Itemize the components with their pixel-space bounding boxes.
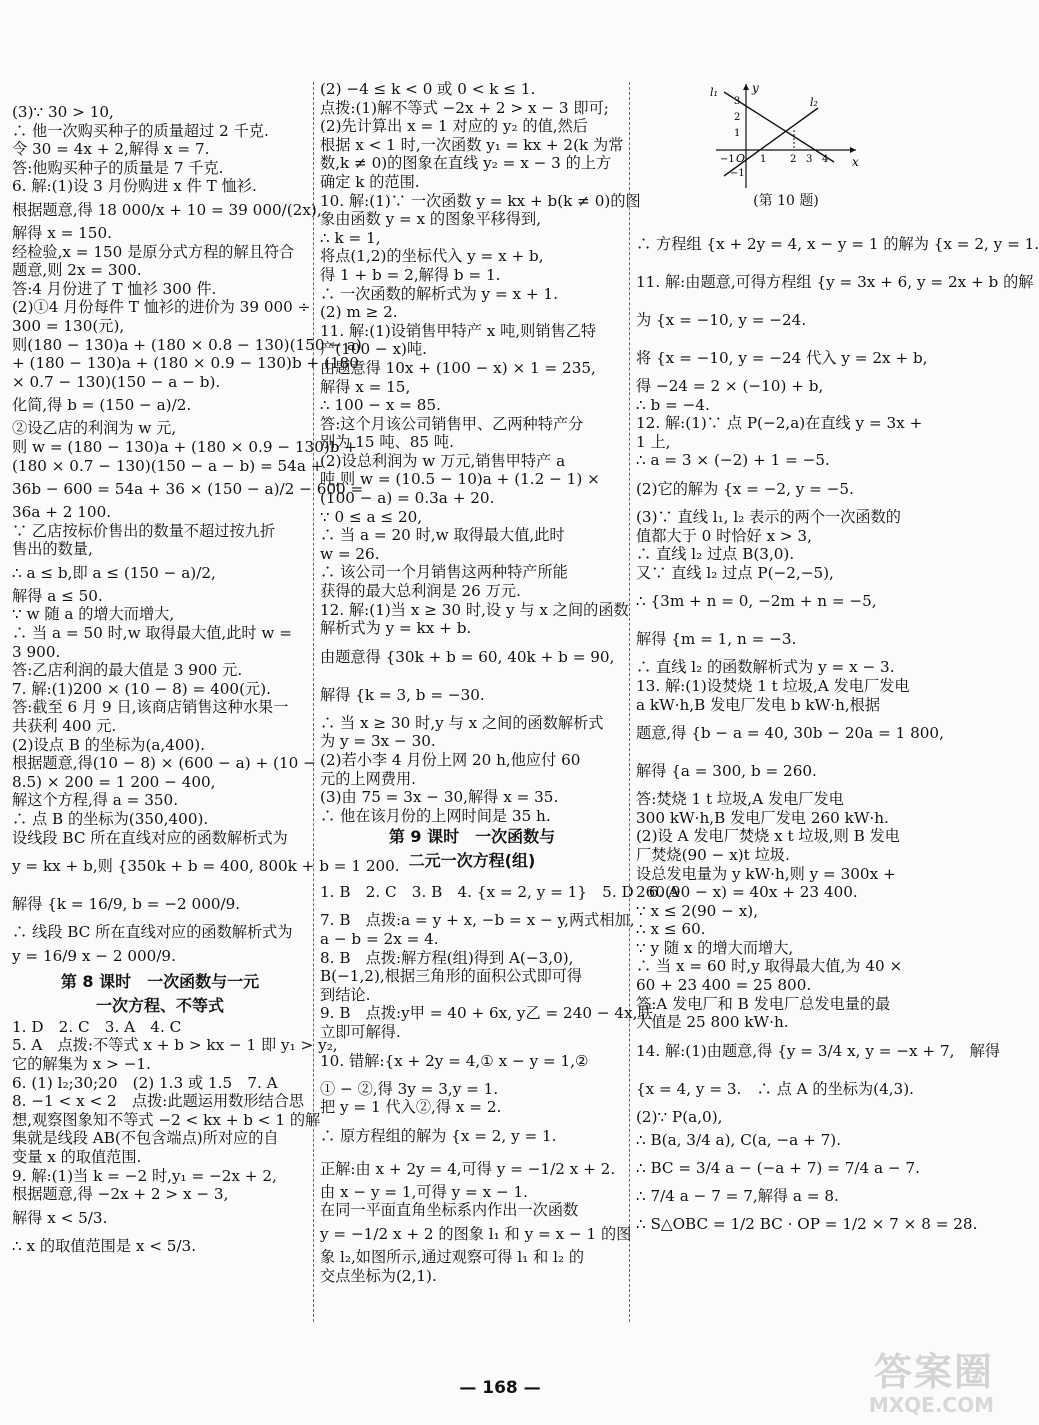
col1-line: 设线段 BC 所在直线对应的函数解析式为 bbox=[12, 828, 288, 847]
col3-line: 设总发电量为 y kW·h,则 y = 300x + bbox=[636, 864, 896, 883]
col1-line: ∴ 线段 BC 所在直线对应的函数解析式为 bbox=[12, 923, 293, 942]
col1-line: y = kx + b,则 {350k + b = 400, 800k + b = 1 200. bbox=[12, 857, 400, 876]
col2-line: 解得 {k = 3, b = −30. bbox=[320, 685, 485, 704]
col1-line: × 0.7 − 130)(150 − a − b). bbox=[12, 372, 221, 391]
col2-line: (3)由 75 = 3x − 30,解得 x = 35. bbox=[320, 788, 559, 807]
col2-line: (2)若小李 4 月份上网 20 h,他应付 60 bbox=[320, 751, 581, 769]
col2-line: 10. 错解:{x + 2y = 4,① x − y = 1,② bbox=[320, 1051, 589, 1070]
watermark-url: MXQE.COM bbox=[868, 1393, 994, 1417]
col2-line: 由题意得 {30k + b = 60, 40k + b = 90, bbox=[320, 647, 615, 666]
col1-line: 解得 x = 150. bbox=[12, 223, 112, 242]
col3-line: 答:A 发电厂和 B 发电厂总发电量的最 bbox=[636, 994, 891, 1013]
col3-line: 1 上, bbox=[636, 432, 671, 451]
col2-line: 8. B 点拨:解方程(组)得到 A(−3,0), bbox=[320, 948, 574, 967]
col2-line: ∴ 当 x ≥ 30 时,y 与 x 之间的函数解析式 bbox=[320, 713, 604, 732]
y-axis-label: y bbox=[752, 81, 759, 95]
y-tick-2: 2 bbox=[734, 112, 741, 123]
line-l2-label: l₂ bbox=[810, 96, 818, 109]
origin-label: O bbox=[736, 152, 746, 165]
col2-line: 在同一平面直角坐标系内作出一次函数 bbox=[320, 1201, 579, 1220]
column-divider-2 bbox=[629, 82, 630, 1322]
col3-line: ∵ y 随 x 的增大而增大, bbox=[636, 938, 794, 957]
col1-line: 则(180 − 130)a + (180 × 0.8 − 130)(150 − a) bbox=[12, 335, 362, 354]
col1-line: 5. A 点拨:不等式 x + b > kx − 1 即 y₁ > y₂, bbox=[12, 1036, 338, 1055]
col1-line: 共获利 400 元. bbox=[12, 717, 117, 736]
col2-line: 二元一次方程(组) bbox=[408, 851, 536, 871]
col3-line: 14. 解:(1)由题意,得 {y = 3/4 x, y = −x + 7, 解得 bbox=[636, 1041, 1001, 1060]
col3-line: 将 {x = −10, y = −24 代入 y = 2x + b, bbox=[636, 349, 928, 367]
col3-line: 解得 {m = 1, n = −3. bbox=[636, 630, 797, 649]
col3-line: 得 −24 = 2 × (−10) + b, bbox=[636, 377, 824, 395]
col3-line: ∴ 直线 l₂ 的函数解析式为 y = x − 3. bbox=[636, 658, 895, 677]
x-axis-arrow bbox=[850, 147, 856, 153]
x-tick-neg: −1 bbox=[720, 154, 735, 165]
col3-line: (2)它的解为 {x = −2, y = −5. bbox=[636, 479, 854, 498]
col2-line: (2)设总利润为 w 万元,销售甲特产 a bbox=[320, 451, 566, 470]
col2-line: 交点坐标为(2,1). bbox=[320, 1266, 437, 1285]
col1-line: (3)∵ 30 > 10, bbox=[12, 103, 114, 121]
col1-line: 答:他购买种子的质量是 7 千克. bbox=[12, 158, 224, 177]
col1-line: 解得 a ≤ 50. bbox=[12, 586, 103, 605]
col3-line: ∴ b = −4. bbox=[636, 395, 710, 414]
y-tick-neg: −1 bbox=[730, 168, 745, 179]
col2-line: 正解:由 x + 2y = 4,可得 y = −1/2 x + 2. bbox=[320, 1159, 616, 1178]
line-l1-label: l₁ bbox=[710, 86, 718, 99]
col1-line: (2)①4 月份每件 T 恤衫的进价为 39 000 ÷ bbox=[12, 298, 311, 317]
col3-line: (3)∵ 直线 l₁, l₂ 表示的两个一次函数的 bbox=[636, 507, 901, 526]
col2-line: 吨,则 w = (10.5 − 10)a + (1.2 − 1) × bbox=[320, 470, 600, 489]
col2-line: 解得 x = 15, bbox=[320, 377, 411, 396]
col1-line: 答:乙店利润的最大值是 3 900 元. bbox=[12, 661, 243, 680]
figure-question-10 bbox=[636, 80, 936, 225]
col1-line: 一次方程、不等式 bbox=[95, 995, 224, 1015]
col1-line: 9. 解:(1)当 k = −2 时,y₁ = −2x + 2, bbox=[12, 1166, 277, 1185]
page-number: — 168 — bbox=[459, 1378, 541, 1398]
column-right bbox=[636, 80, 1039, 1238]
col2-line: 根据 x < 1 时,一次函数 y₁ = kx + 2(k 为常 bbox=[320, 135, 624, 154]
col3-line: 260(90 − x) = 40x + 23 400. bbox=[636, 883, 858, 902]
column-divider-1 bbox=[313, 82, 314, 1322]
col2-line: 解析式为 y = kx + b. bbox=[320, 619, 472, 638]
col1-line: 化简,得 b = (150 − a)/2. bbox=[12, 396, 192, 415]
col2-line: 产(100 − x)吨. bbox=[320, 340, 427, 359]
col1-line: 解这个方程,得 a = 350. bbox=[12, 791, 179, 810]
col3-line: 题意,得 {b − a = 40, 30b − 20a = 1 800, bbox=[636, 724, 944, 743]
col2-line: 7. B 点拨:a = y + x, −b = x − y,两式相加, bbox=[320, 911, 635, 930]
watermark-logo bbox=[814, 1351, 994, 1419]
col2-line: a − b = 2x = 4. bbox=[320, 929, 439, 948]
col1-line: ∴ a ≤ b,即 a ≤ (150 − a)/2, bbox=[12, 563, 216, 582]
y-tick-3: 3 bbox=[734, 96, 741, 107]
x-tick-2: 2 bbox=[790, 154, 797, 165]
col2-line: 得 1 + b = 2,解得 b = 1. bbox=[320, 265, 501, 284]
col2-line: (2) m ≥ 2. bbox=[320, 303, 398, 322]
col2-line: 第 9 课时 一次函数与 bbox=[388, 827, 556, 847]
col1-line: 8. −1 < x < 2 点拨:此题运用数形结合思 bbox=[12, 1092, 305, 1111]
col1-line: 1. D 2. C 3. A 4. C bbox=[12, 1017, 182, 1036]
col1-line: 令 30 = 4x + 2,解得 x = 7. bbox=[12, 140, 210, 159]
col1-line: 8.5) × 200 = 1 200 − 400, bbox=[12, 772, 216, 791]
col2-line: w = 26. bbox=[320, 544, 380, 563]
col1-line: 售出的数量, bbox=[12, 540, 93, 559]
col2-line: (100 − a) = 0.3a + 20. bbox=[320, 489, 495, 508]
coordinate-graph bbox=[706, 80, 866, 192]
col2-line: 由题意得 10x + (100 − x) × 1 = 235, bbox=[320, 358, 596, 377]
col3-line: ∴ 方程组 {x + 2y = 4, x − y = 1 的解为 {x = 2, y = 1. bbox=[636, 235, 1039, 253]
x-tick-4: 4 bbox=[822, 154, 829, 165]
col1-line: 经检验,x = 150 是原分式方程的解且符合 bbox=[12, 242, 295, 261]
col2-line: 获得的最大总利润是 26 万元. bbox=[320, 582, 521, 601]
col2-line: 到结论. bbox=[320, 985, 371, 1004]
figure-caption: (第 10 题) bbox=[753, 193, 819, 209]
col2-line: ∴ 当 a = 20 时,w 取得最大值,此时 bbox=[320, 526, 565, 545]
col2-line: ① − ②,得 3y = 3,y = 1. bbox=[320, 1079, 499, 1098]
col2-line: (2)先计算出 x = 1 对应的 y₂ 的值,然后 bbox=[320, 117, 588, 136]
col3-line: ∴ x ≤ 60. bbox=[636, 920, 706, 939]
col2-line: ∴ 原方程组的解为 {x = 2, y = 1. bbox=[320, 1126, 557, 1145]
col3-line: 12. 解:(1)∵ 点 P(−2,a)在直线 y = 3x + bbox=[636, 414, 923, 433]
col3-line: 13. 解:(1)设焚烧 1 t 垃圾,A 发电厂发电 bbox=[636, 676, 910, 695]
col3-line: ∴ {3m + n = 0, −2m + n = −5, bbox=[636, 592, 877, 611]
watermark-title: 答案圈 bbox=[873, 1350, 994, 1394]
col2-line: 点拨:(1)解不等式 −2x + 2 > x − 3 即可; bbox=[320, 98, 609, 117]
col3-line: 60 + 23 400 = 25 800. bbox=[636, 976, 812, 995]
col2-line: ∴ 100 − x = 85. bbox=[320, 396, 441, 415]
col2-line: 元的上网费用. bbox=[320, 769, 416, 788]
x-tick-3: 3 bbox=[806, 154, 813, 165]
col2-line: ∴ k = 1, bbox=[320, 228, 381, 247]
col3-line: ∴ BC = 3/4 a − (−a + 7) = 7/4 a − 7. bbox=[636, 1159, 920, 1178]
col1-line: 根据题意,得 −2x + 2 > x − 3, bbox=[12, 1185, 229, 1204]
col2-line: 答:这个月该公司销售甲、乙两种特产分 bbox=[320, 414, 584, 433]
col2-line: 将点(1,2)的坐标代入 y = x + b, bbox=[320, 247, 544, 266]
col1-line: ∴ 点 B 的坐标为(350,400). bbox=[12, 810, 209, 828]
col1-line: 答:截至 6 月 9 日,该商店销售这种水果一 bbox=[12, 698, 289, 717]
col1-line: 根据题意,得 18 000/x + 10 = 39 000/(2x), bbox=[12, 200, 322, 219]
col1-line: 变量 x 的取值范围. bbox=[12, 1147, 142, 1166]
col1-line: 它的解集为 x > −1. bbox=[12, 1054, 151, 1073]
col2-line: 把 y = 1 代入②,得 x = 2. bbox=[320, 1098, 502, 1117]
col3-line: ∴ 当 x = 60 时,y 取得最大值,为 40 × bbox=[636, 957, 903, 976]
col1-line: (180 × 0.7 − 130)(150 − a − b) = 54a + bbox=[12, 456, 324, 475]
col1-line: 则 w = (180 − 130)a + (180 × 0.9 − 130)b + bbox=[12, 437, 358, 456]
col2-line: 9. B 点拨:y甲 = 40 + 6x, y乙 = 240 − 4x,联 bbox=[320, 1004, 653, 1023]
col1-line: 36b − 600 = 54a + 36 × (150 − a)/2 − 600 = bbox=[12, 480, 364, 499]
col1-line: 7. 解:(1)200 × (10 − 8) = 400(元). bbox=[12, 679, 271, 698]
col1-line: 3 900. bbox=[12, 642, 61, 661]
col1-line: ∴ 他一次购买种子的质量超过 2 千克. bbox=[12, 121, 269, 140]
col3-line: ∴ 7/4 a − 7 = 7,解得 a = 8. bbox=[636, 1187, 839, 1206]
col1-line: ∴ 当 a = 50 时,w 取得最大值,此时 w = bbox=[12, 624, 292, 643]
col2-line: 立即可解得. bbox=[320, 1022, 401, 1041]
col2-line: 由 x − y = 1,可得 y = x − 1. bbox=[320, 1182, 529, 1201]
col3-line: 300 kW·h,B 发电厂发电 260 kW·h. bbox=[636, 808, 889, 827]
col2-line: ∴ 该公司一个月销售这两种特产所能 bbox=[320, 563, 568, 582]
col3-line: ∴ B(a, 3/4 a), C(a, −a + 7). bbox=[636, 1131, 842, 1150]
col1-line: y = 16/9 x − 2 000/9. bbox=[12, 946, 176, 965]
col1-line: 第 8 课时 一次函数与一元 bbox=[60, 971, 260, 991]
col1-line: 想,观察图象知不等式 −2 < kx + b < 1 的解 bbox=[12, 1110, 321, 1129]
col1-line: 6. 解:(1)设 3 月份购进 x 件 T 恤衫. bbox=[12, 177, 257, 196]
col1-line: 36a + 2 100. bbox=[12, 503, 112, 522]
col1-line: 题意,则 2x = 300. bbox=[12, 261, 142, 280]
col3-line: ∴ S△OBC = 1/2 BC · OP = 1/2 × 7 × 8 = 28. bbox=[636, 1215, 978, 1234]
col2-line: 数,k ≠ 0)的图象在直线 y₂ = x − 3 的上方 bbox=[320, 154, 612, 173]
col1-line: + (180 − 130)a + (180 × 0.9 − 130)b + (180 bbox=[12, 354, 359, 373]
col2-line: 10. 解:(1)∵ 一次函数 y = kx + b(k ≠ 0)的图 bbox=[320, 191, 641, 210]
col2-line: 12. 解:(1)当 x ≥ 30 时,设 y 与 x 之间的函数 bbox=[320, 600, 629, 619]
col1-line: 解得 x < 5/3. bbox=[12, 1208, 108, 1227]
col3-line: a kW·h,B 发电厂发电 b kW·h,根据 bbox=[636, 695, 881, 714]
col1-line: 集就是线段 AB(不包含端点)所对应的自 bbox=[12, 1129, 279, 1148]
col1-line: 根据题意,得(10 − 8) × (600 − a) + (10 − bbox=[12, 754, 316, 773]
col2-line: ∵ 0 ≤ a ≤ 20, bbox=[320, 507, 423, 526]
col2-line: 确定 k 的范围. bbox=[320, 172, 420, 191]
y-axis-arrow bbox=[743, 84, 749, 90]
x-tick-1: 1 bbox=[760, 154, 767, 165]
col1-line: 300 = 130(元), bbox=[12, 316, 125, 335]
col2-line: 象由函数 y = x 的图象平移得到, bbox=[320, 210, 542, 229]
col2-line: 1. B 2. C 3. B 4. {x = 2, y = 1} 5. D 6. A bbox=[320, 883, 680, 902]
col3-line: (2)设 A 发电厂焚烧 x t 垃圾,则 B 发电 bbox=[636, 827, 900, 846]
y-tick-1: 1 bbox=[734, 128, 741, 139]
col2-line: ∴ 一次函数的解析式为 y = x + 1. bbox=[320, 284, 558, 303]
col3-line: 大值是 25 800 kW·h. bbox=[636, 1013, 789, 1032]
col2-line: 象 l₂,如图所示,通过观察可得 l₁ 和 l₂ 的 bbox=[320, 1247, 585, 1266]
col2-line: B(−1,2),根据三角形的面积公式即可得 bbox=[320, 967, 583, 986]
col1-line: (2)设点 B 的坐标为(a,400). bbox=[12, 735, 206, 754]
col3-line: 答:焚烧 1 t 垃圾,A 发电厂发电 bbox=[636, 790, 844, 809]
col3-line: 又∵ 直线 l₂ 过点 P(−2,−5), bbox=[636, 563, 834, 582]
col2-line: 11. 解:(1)设销售甲特产 x 吨,则销售乙特 bbox=[320, 321, 597, 340]
col3-line: (2)∵ P(a,0), bbox=[636, 1107, 723, 1126]
col1-line: ②设乙店的利润为 w 元, bbox=[12, 419, 177, 438]
col2-line: 别为 15 吨、85 吨. bbox=[320, 433, 454, 452]
col1-line: 答:4 月份进了 T 恤衫 300 件. bbox=[12, 279, 217, 298]
col3-line: 为 {x = −10, y = −24. bbox=[636, 311, 807, 329]
col1-line: ∵ w 随 a 的增大而增大, bbox=[12, 605, 175, 624]
col3-line: 解得 {a = 300, b = 260. bbox=[636, 762, 817, 781]
col3-line: {x = 4, y = 3. ∴ 点 A 的坐标为(4,3). bbox=[636, 1079, 914, 1098]
col1-line: ∵ 乙店按标价售出的数量不超过按九折 bbox=[12, 521, 276, 540]
col1-line: 6. (1) l₂;30;20 (2) 1.3 或 1.5 7. A bbox=[12, 1073, 278, 1092]
col3-line: ∴ a = 3 × (−2) + 1 = −5. bbox=[636, 451, 830, 470]
x-axis-label: x bbox=[852, 155, 859, 169]
col2-line: ∴ 他在该月份的上网时间是 35 h. bbox=[320, 806, 551, 825]
col3-line: ∴ 直线 l₂ 过点 B(3,0). bbox=[636, 545, 795, 564]
col1-line: ∴ x 的取值范围是 x < 5/3. bbox=[12, 1236, 197, 1255]
col3-line: 厂焚烧(90 − x)t 垃圾. bbox=[636, 845, 790, 864]
col3-line: ∵ x ≤ 2(90 − x), bbox=[636, 901, 759, 920]
col3-line: 11. 解:由题意,可得方程组 {y = 3x + 6, y = 2x + b 的解 bbox=[636, 273, 1034, 291]
col2-line: (2) −4 ≤ k < 0 或 0 < k ≤ 1. bbox=[320, 80, 536, 98]
col2-line: 为 y = 3x − 30. bbox=[320, 732, 436, 751]
col2-line: y = −1/2 x + 2 的图象 l₁ 和 y = x − 1 的图 bbox=[320, 1224, 632, 1243]
col3-line: 值都大于 0 时恰好 x > 3, bbox=[636, 526, 812, 545]
col1-line: 解得 {k = 16/9, b = −2 000/9. bbox=[12, 895, 241, 914]
